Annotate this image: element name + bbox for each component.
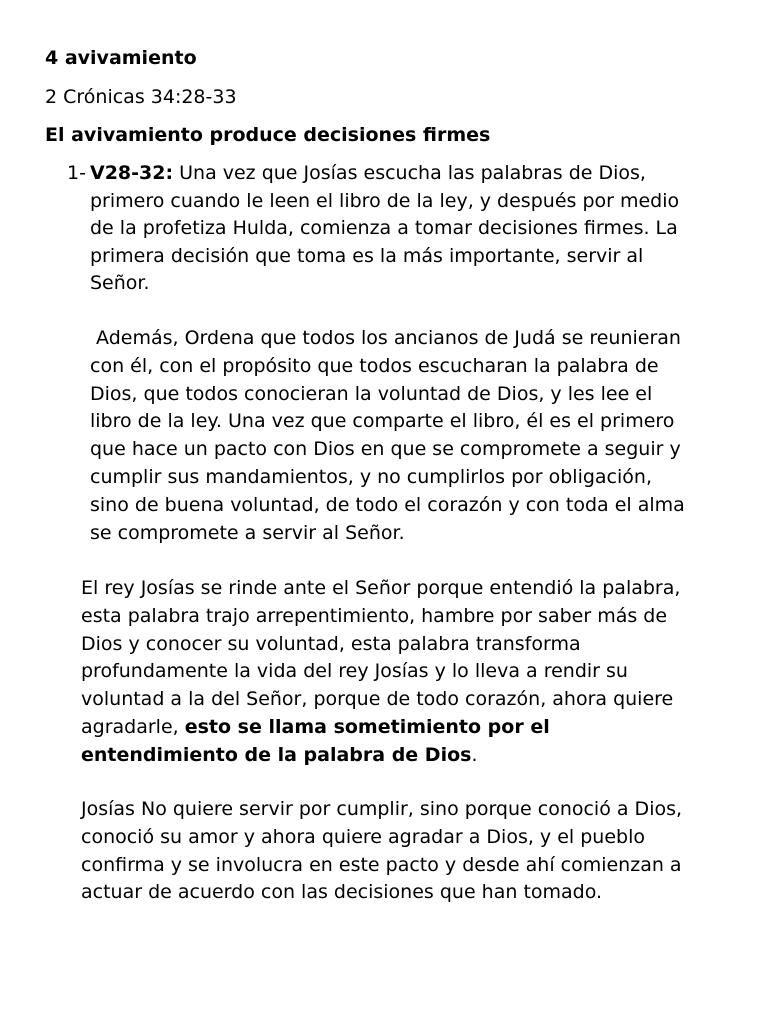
list-item-line — [90, 160, 750, 188]
paragraph-line: Dios y conocer su voluntad, esta palabra transforma — [81, 632, 581, 655]
paragraph-line: Además, Ordena que todos los ancianos de Judá se reunieran — [90, 327, 681, 349]
list-item-line: primero cuando le leen el libro de la ley, y después por medio — [90, 189, 680, 212]
paragraph-line — [81, 742, 680, 770]
paragraph-line: conoció su amor y ahora quiere agradar a Dios, y el pueblo — [81, 825, 645, 848]
emphasis-text: esto se llama sometimiento por el — [184, 715, 550, 738]
paragraph-line: actuar de acuerdo con las decisiones que han tomado. — [81, 881, 603, 904]
paragraph-line: El rey Josías se rinde ante el Señor porque entendió la palabra, — [81, 577, 681, 599]
paragraph-line: voluntad a la del Señor, porque de todo corazón, ahora quiere — [81, 688, 674, 711]
paragraph-text: . — [471, 743, 478, 766]
paragraph-line: libro de la ley. Una vez que comparte el libro, él es el primero — [90, 410, 675, 433]
paragraph-line: se compromete a servir al Señor. — [90, 521, 405, 544]
paragraph-ademas — [90, 325, 685, 547]
scripture-reference: 2 Crónicas 34:28-33 — [45, 86, 237, 108]
list-item-text: Una vez que Josías escucha las palabras de Dios, — [173, 162, 646, 184]
paragraph-line: Dios, que todos conocieran la voluntad de Dios, y les lee el — [90, 382, 653, 405]
paragraph-josias — [81, 796, 682, 907]
paragraph-line: confirma y se involucra en este pacto y desde ahí comienzan a — [81, 853, 682, 876]
list-marker: 1- — [67, 162, 86, 184]
paragraph-line: sino de buena voluntad, de todo el corazón y con toda el alma — [90, 493, 685, 516]
list-item-line: de la profetiza Hulda, comienza a tomar decisiones firmes. La — [90, 217, 678, 239]
paragraph-line: con él, con el propósito que todos escucharan la palabra de — [90, 354, 659, 377]
paragraph-line: profundamente la vida del rey Josías y lo lleva a rendir su — [81, 660, 628, 683]
section-subtitle: El avivamiento produce decisiones firmes — [45, 124, 491, 146]
paragraph-line: cumplir sus mandamientos, y no cumplirlos por obligación, — [90, 465, 652, 488]
paragraph-line: que hace un pacto con Dios en que se compromete a seguir y — [90, 438, 681, 461]
list-item-body — [90, 160, 750, 298]
paragraph-line — [81, 714, 680, 742]
paragraph-rey — [81, 575, 680, 770]
paragraph-line: Josías No quiere servir por cumplir, sino porque conoció a Dios, — [81, 798, 683, 820]
emphasis-text: entendimiento de la palabra de Dios — [81, 743, 472, 766]
list-item-line: Señor. — [90, 272, 150, 294]
list-item-line: primera decisión que toma es la más importante, servir al — [90, 244, 644, 267]
paragraph-line: esta palabra trajo arrepentimiento, hambre por saber más de — [81, 604, 668, 627]
paragraph-text: agradarle, — [81, 715, 185, 738]
verse-label: V28-32: — [90, 162, 174, 184]
document-title: 4 avivamiento — [45, 47, 197, 69]
